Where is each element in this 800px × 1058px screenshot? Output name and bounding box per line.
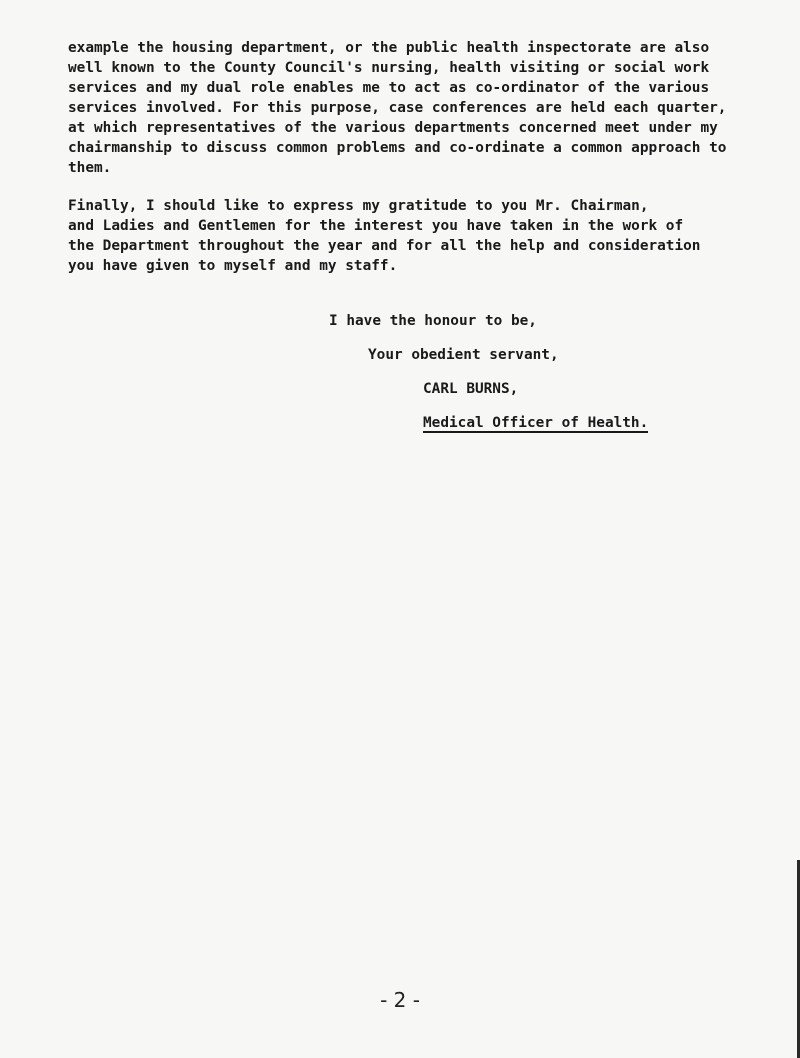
- text-line: them.: [68, 160, 112, 176]
- text-line: you have given to myself and my staff.: [68, 258, 398, 274]
- closing-honour: I have the honour to be,: [329, 313, 537, 329]
- text-line: chairmanship to discuss common problems and co-ordinate a common approach to: [68, 140, 727, 156]
- text-line: and Ladies and Gentlemen for the interest you have taken in the work of: [68, 218, 684, 234]
- text-line: example the housing department, or the public health inspectorate are also: [68, 40, 710, 56]
- closing-servant: Your obedient servant,: [368, 347, 559, 363]
- signatory-name: CARL BURNS,: [423, 381, 519, 397]
- paragraph-gratitude: [68, 196, 783, 276]
- text-line: well known to the County Council's nursing, health visiting or social work: [68, 60, 710, 76]
- text-line: Finally, I should like to express my gratitude to you Mr. Chairman,: [68, 198, 649, 214]
- signatory-title: Medical Officer of Health.: [423, 415, 649, 431]
- paragraph-coordination: [68, 38, 783, 178]
- text-line: the Department throughout the year and for all the help and consideration: [68, 238, 701, 254]
- text-line: services and my dual role enables me to act as co-ordinator of the various: [68, 80, 710, 96]
- text-line: services involved. For this purpose, case conferences are held each quarter,: [68, 100, 727, 116]
- text-line: at which representatives of the various departments concerned meet under my: [68, 120, 718, 136]
- page-number: - 2 -: [380, 988, 420, 1012]
